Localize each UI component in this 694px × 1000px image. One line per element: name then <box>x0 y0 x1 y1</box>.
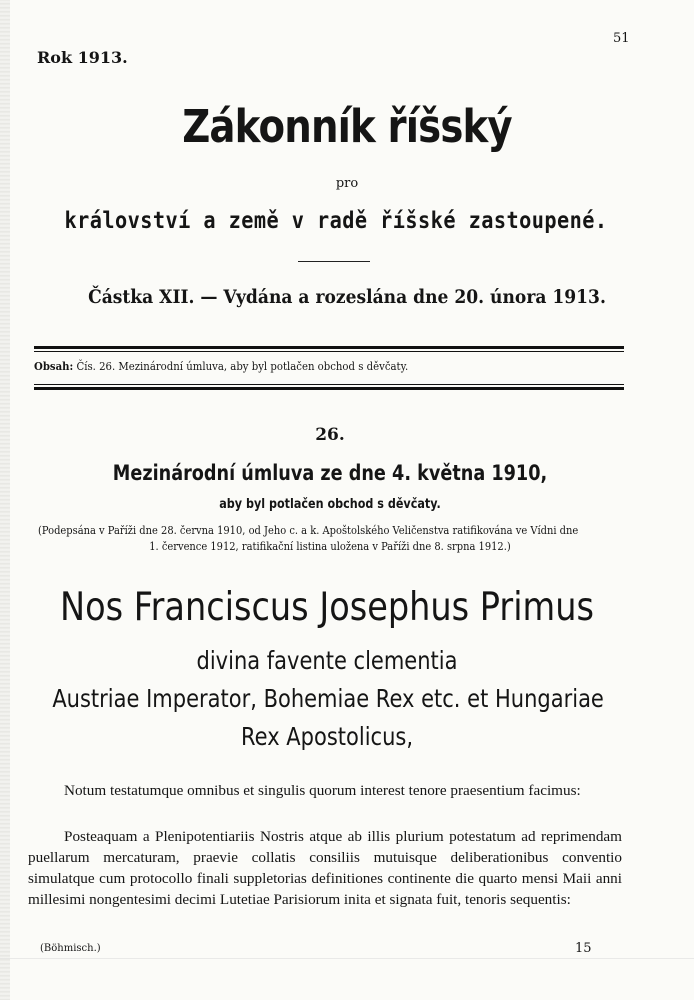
body-paragraph-2: Posteaquam a Plenipotentiariis Nostris atque ab illis plurium potestatum ad reprimendam puellarum mercaturam, praevie collatis consiliis mutuisque deliberationibus conventio simulatque cum protocollo finali suppletorias definitiones continente die quarto mensi Maii anni millesimi nongentesimi decimi Lutetiae Parisiorum inita et signata fuit, tenoris sequentis: <box>28 828 622 908</box>
year-label: Rok 1913. <box>37 48 128 67</box>
contents-text: Čís. 26. Mezinárodní úmluva, aby byl potlačen obchod s děvčaty. <box>73 360 409 373</box>
footer-language: (Böhmisch.) <box>40 943 101 954</box>
contents-bottom-rule-thin <box>34 384 624 385</box>
gazette-title: Zákonník říšský <box>182 100 512 153</box>
contents-bottom-rule <box>34 387 624 390</box>
article-number: 26. <box>315 425 345 445</box>
ratification-note-line1: (Podepsána v Paříži dne 28. června 1910, od Jeho c. a k. Apoštolského Veličenstva ratifikována ve Vídni dne <box>38 524 579 537</box>
body-paragraph-1: Notum testatumque omnibus et singulis quorum interest tenore praesentium facimus: <box>64 782 581 799</box>
contents-label: Obsah: <box>34 360 74 373</box>
issue-line: Částka XII. — Vydána a rozeslána dne 20. února 1913. <box>88 286 606 308</box>
preamble-line4: Rex Apostolicus, <box>240 722 414 751</box>
footer-divider <box>0 958 694 959</box>
preamble-line3: Austriae Imperator, Bohemiae Rex etc. et Hungariae <box>52 684 604 713</box>
preamble-line1: Nos Franciscus Josephus Primus <box>60 585 594 630</box>
contents-top-rule <box>34 346 624 349</box>
title-pro: pro <box>335 176 359 191</box>
scanned-page-edge <box>0 0 10 1000</box>
ratification-note-line2: 1. července 1912, ratifikační listina uložena v Paříži dne 8. srpna 1912.) <box>149 540 511 553</box>
page-number: 51 <box>613 31 630 46</box>
footer-sheet-number: 15 <box>575 941 592 956</box>
article-title: Mezinárodní úmluva ze dne 4. května 1910, <box>112 461 548 485</box>
short-divider <box>298 261 370 262</box>
gazette-subtitle: království a země v radě říšské zastoupené. <box>64 208 608 234</box>
article-subtitle: aby byl potlačen obchod s děvčaty. <box>219 497 441 512</box>
contents-line <box>34 360 408 373</box>
preamble-line2: divina favente clementia <box>196 646 458 675</box>
contents-top-rule-thin <box>34 351 624 352</box>
